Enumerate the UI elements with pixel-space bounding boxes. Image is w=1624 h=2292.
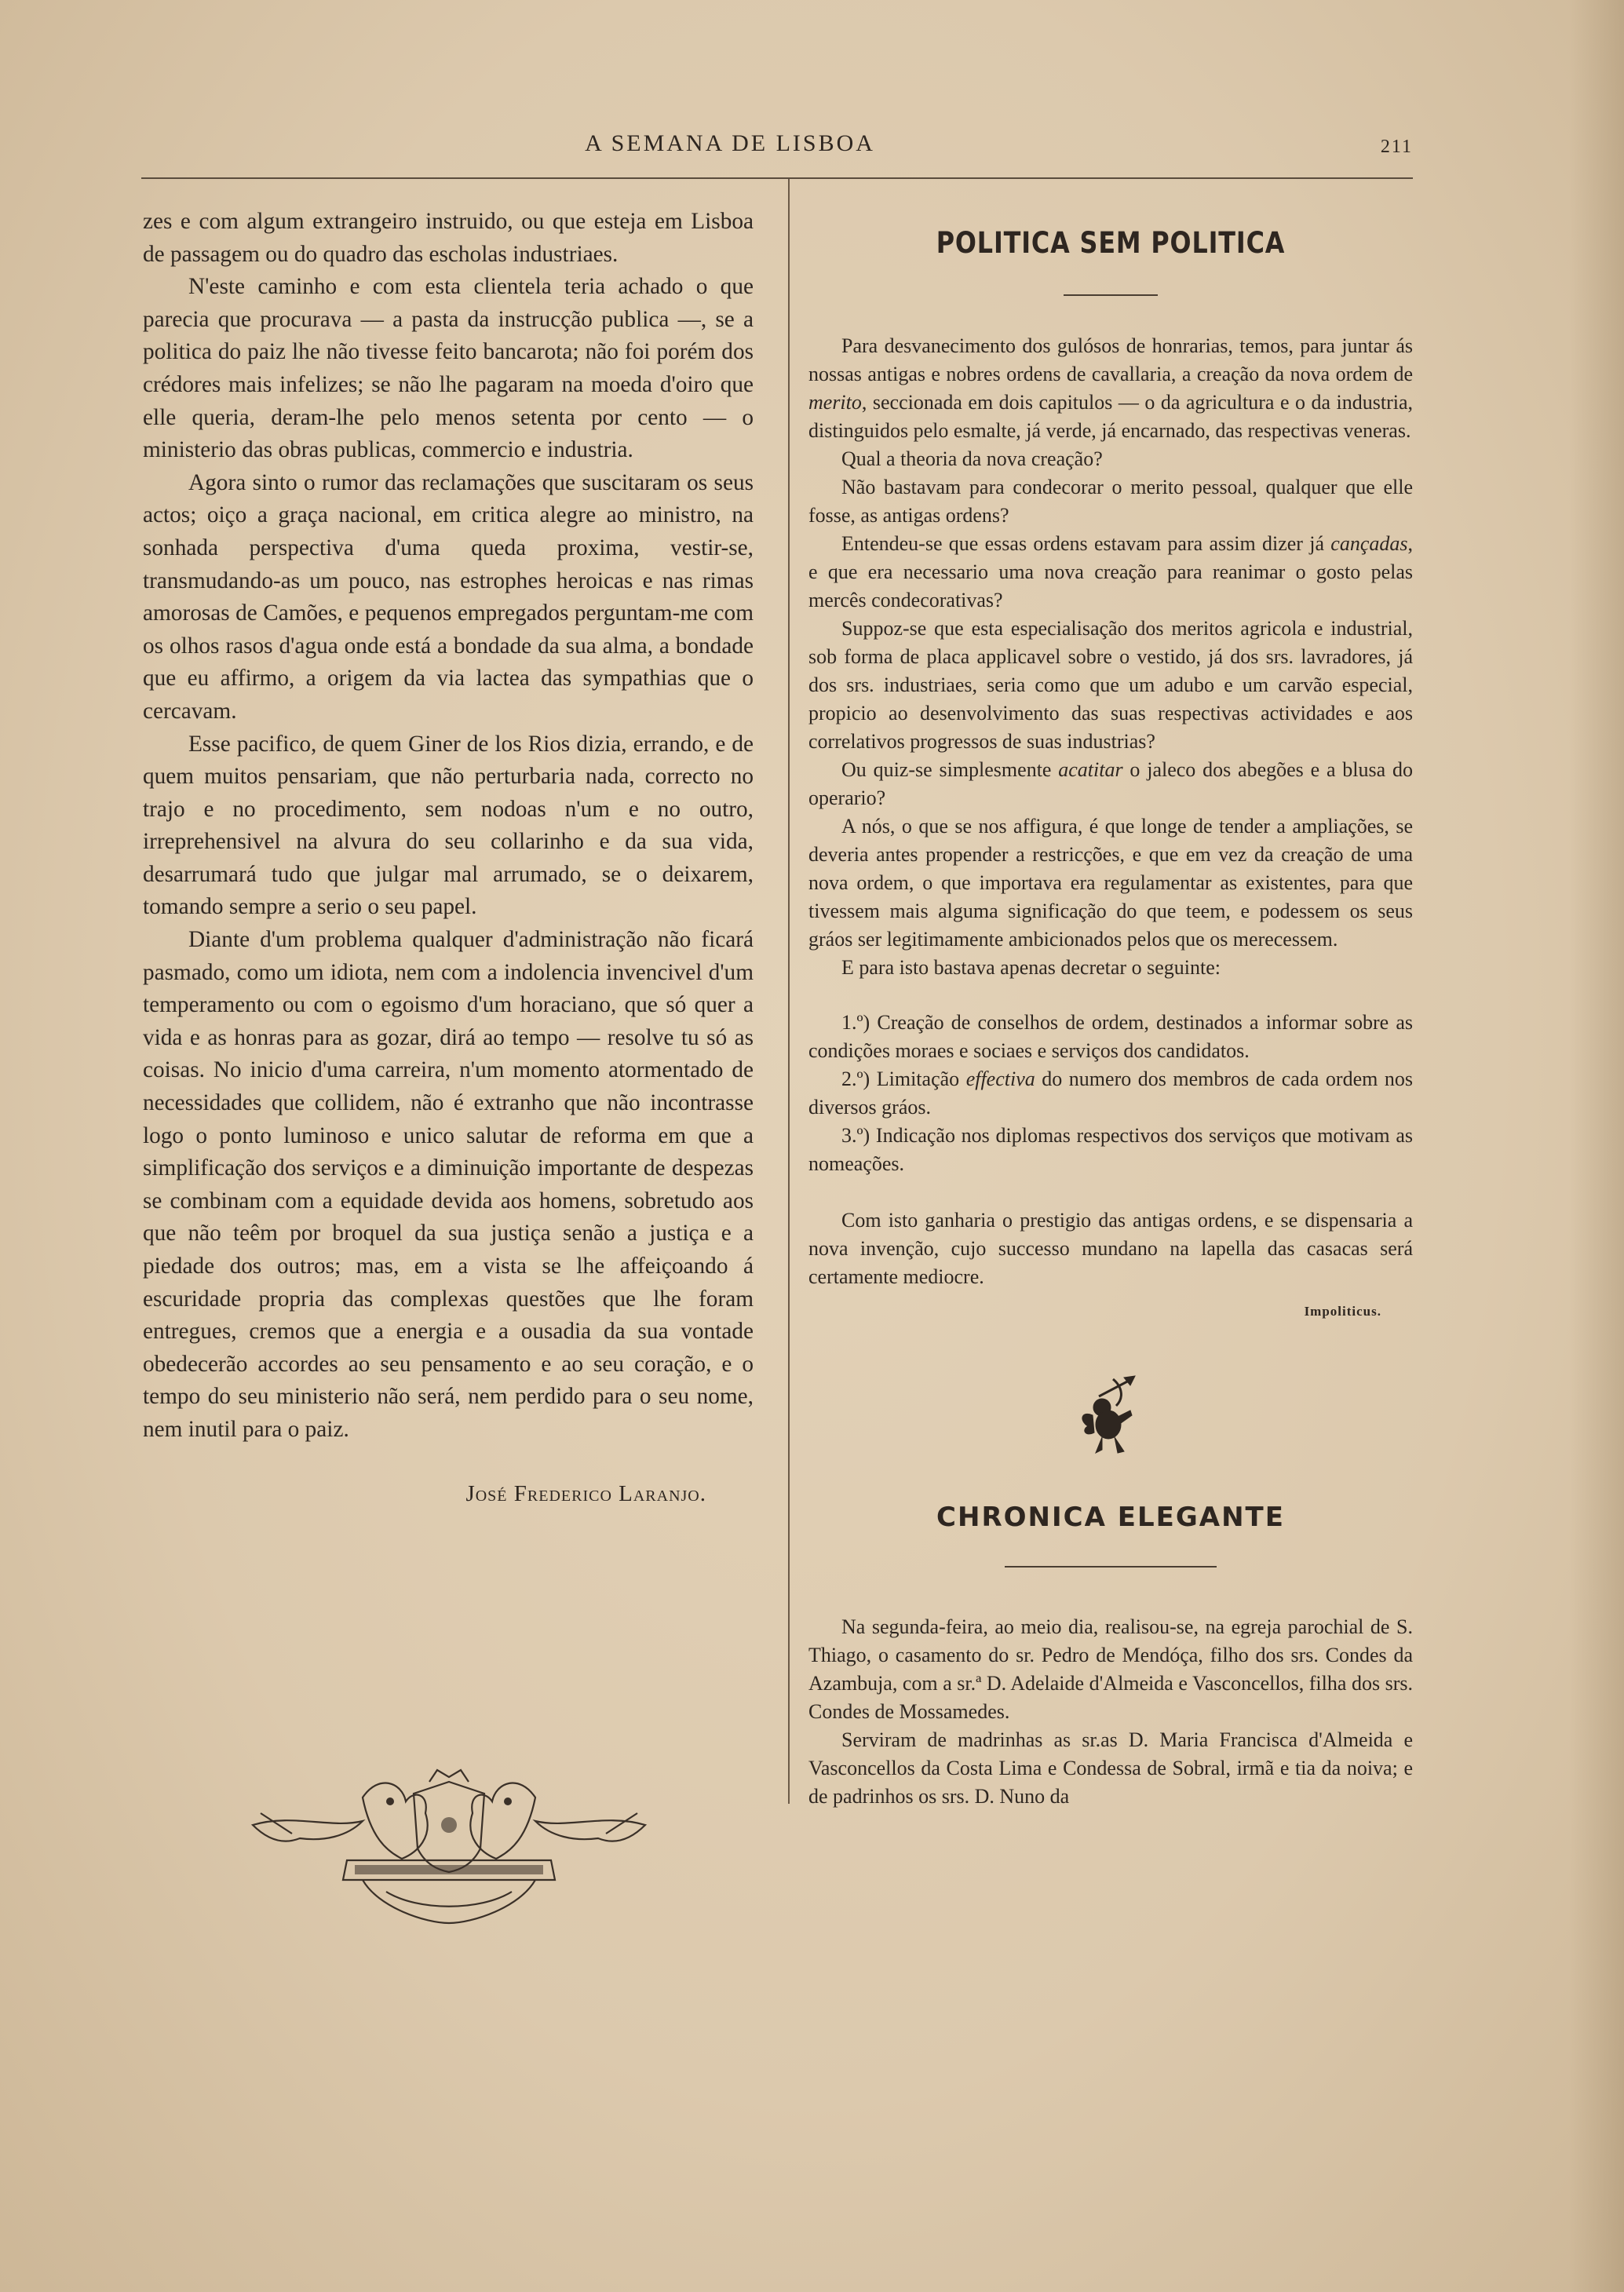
politica-paragraph-4: Entendeu-se que essas ordens estavam para assim dizer já cançadas, e que era necessario uma nova creação para reanimar o gosto pelas mercês condecorativas?	[808, 532, 1413, 611]
title-rule-2	[1005, 1566, 1217, 1568]
chronica-paragraph-1: Na segunda-feira, ao meio dia, realisou-se, na egreja parochial de S. Thiago, o casamento do sr. Pedro de Mendóça, filho dos srs. Condes da Azambuja, com a sr.ª D. Adelaide d'Almeida e Vasconcellos, filha dos srs. Condes de Mossamedes.	[808, 1615, 1413, 1723]
politica-paragraph-3: Não bastavam para condecorar o merito pessoal, qualquer que elle fosse, as antigas ordens?	[808, 476, 1413, 527]
left-column	[143, 206, 754, 1510]
title-rule	[1064, 294, 1158, 296]
section-title-politica: POLITICA SEM POLITICA	[936, 226, 1286, 260]
politica-closing: Com isto ganharia o prestigio das antigas ordens, e se dispensaria a nova invenção, cujo successo mundano na lapella das casacas será certamente mediocre.	[808, 1209, 1413, 1288]
decree-item-1: 1.º) Creação de conselhos de ordem, destinados a informar sobre as condições moraes e sociaes e serviços dos candidatos.	[808, 1011, 1413, 1062]
chronica-article	[808, 1613, 1413, 1811]
page-edge-shadow	[1569, 0, 1624, 2292]
politica-paragraph-7: A nós, o que se nos affigura, é que longe de tender a ampliações, se deveria antes propender a restricções, e que em vez da creação de uma nova ordem, o que importava era regulamentar as existentes, para que tivessem mais alguma significação do que teem, e podessem os seus gráos ser legitimamente ambicionados pelos que os merecessem.	[808, 815, 1413, 951]
heraldic-griffins-ornament	[245, 1766, 653, 1931]
chronica-paragraph-2: Serviram de madrinhas as sr.as D. Maria Francisca d'Almeida e Vasconcellos da Costa Lima e Condessa de Sobral, irmã e tia da noiva; e de padrinhos os srs. D. Nuno da	[808, 1728, 1413, 1808]
section-title-chronica: CHRONICA ELEGANTE	[936, 1502, 1285, 1533]
politica-article	[808, 332, 1413, 1326]
journal-title: A SEMANA DE LISBOA	[585, 130, 875, 156]
politica-paragraph-6: Ou quiz-se simplesmente acatitar o jaleco dos abegões e a blusa do operario?	[808, 758, 1413, 809]
left-paragraph-4: Esse pacifico, de quem Giner de los Rios dizia, errando, e de quem muitos pensariam, que não perturbaria nada, correcto no trajo e no procedimento, sem nodoas n'um e no outro, irreprehensivel na alvura do seu collarinho e da sua vida, desarrumará tudo que julgar mal arrumado, se o deixarem, tomando sempre a serio o seu papel.	[143, 731, 754, 920]
decree-item-3: 3.º) Indicação nos diplomas respectivos dos serviços que motivam as nomeações.	[808, 1124, 1413, 1175]
politica-paragraph-8: E para isto bastava apenas decretar o seguinte:	[841, 956, 1221, 979]
left-paragraph-1: zes e com algum extrangeiro instruido, ou que esteja em Lisboa de passagem ou do quadro das escholas industriaes.	[143, 209, 754, 267]
decree-item-2: 2.º) Limitação effectiva do numero dos membros de cada ordem nos diversos gráos.	[808, 1068, 1413, 1119]
header-rule	[141, 177, 1413, 179]
politica-paragraph-5: Suppoz-se que esta especialisação dos meritos agricola e industrial, sob forma de placa applicavel sobre o vestido, já dos srs. lavradores, já dos srs. industriaes, seria como que um adubo e um carvão especial, propicio ao desenvolvimento das suas respectivas actividades e aos correlativos progressos de suas industrias?	[808, 617, 1413, 753]
politica-paragraph-2: Qual a theoria da nova creação?	[841, 447, 1103, 470]
article-author: Impoliticus.	[1304, 1304, 1381, 1319]
column-rule	[788, 179, 790, 1804]
author-signature: José Frederico Laranjo.	[465, 1480, 706, 1506]
page-number: 211	[1380, 137, 1413, 157]
right-column	[808, 212, 1413, 1811]
running-head	[141, 130, 1413, 166]
left-paragraph-2: N'este caminho e com esta clientela teria achado o que parecia que procurava — a pasta da instrucção publica —, se a politica do paiz lhe não tivesse feito bancarota; não foi porém dos crédores mais infelizes; se não lhe pagaram na moeda d'oiro que elle queria, deram-lhe pelo menos setenta por cento — o ministerio das obras publicas, commercio e industria.	[143, 274, 754, 463]
left-paragraph-3: Agora sinto o rumor das reclamações que suscitaram os seus actos; oiço a graça nacional, em critica alegre ao ministro, na sonhada perspectiva d'uma queda proxima, vestir-se, transmudando-as um pouco, nas estrophes heroicas e nas rimas amorosas de Camões, e pequenos empregados perguntam-me com os olhos rasos d'agua onde está a bondade da sua alma, a bondade que eu affirmo, a origem da via lactea das sympathias que o cercavam.	[143, 469, 754, 724]
left-paragraph-5: Diante d'um problema qualquer d'administração não ficará pasmado, como um idiota, nem com a indolencia invencivel d'um temperamento ou com o egoismo d'um horaciano, que só quer a vida e as honras para as gozar, dirá ao tempo — resolve tu só as coisas. No inicio d'uma carreira, n'um momento atormentado de necessidades que collidem, não é extranho que não incontrasse logo o ponto luminoso e unico salutar de reforma em que a simplificação dos serviços e a diminuição importante de despezas se combinam com a equidade devida aos homens, sobretudo aos que não teêm por broquel da sua justiça senão a justiça e a piedade dos outros; mas, em a vista se lhe affeiçoando á escuridade propria das complexas questões que lhe foram entregues, cremos que a energia e a ousadia da sua vontade obedecerão accordes ao seu pensamento e ao seu coração, e o tempo do seu ministerio não será, nem perdido para o seu nome, nem inutil para o paiz.	[143, 927, 754, 1442]
politica-paragraph-1: Para desvanecimento dos gulósos de honrarias, temos, para juntar ás nossas antigas e nobres ordens de cavallaria, a creação da nova ordem de merito, seccionada em dois capitulos — o da agricultura e o da industria, distinguidos pelo esmalte, já verde, já encarnado, das respectivas veneras.	[808, 334, 1413, 442]
cherub-archer-icon	[1075, 1371, 1146, 1458]
decree-list	[808, 1009, 1413, 1178]
